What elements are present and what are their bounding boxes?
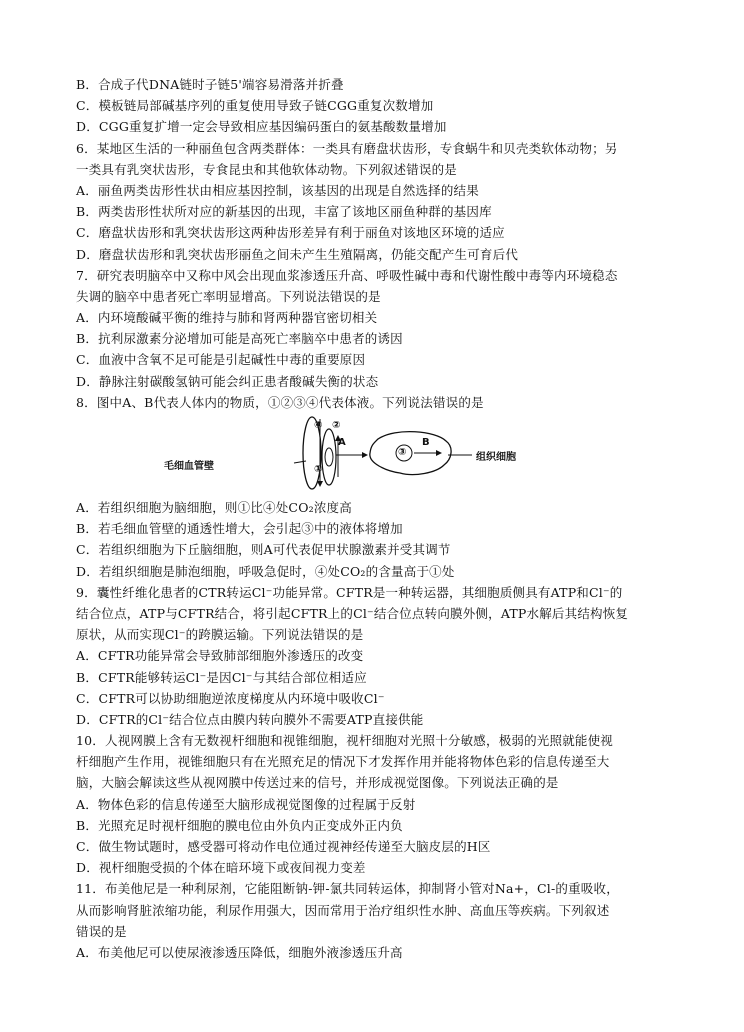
text-line: B．光照充足时视杆细胞的膜电位由外负内正变成外正内负 (76, 817, 403, 833)
question-block-bottom (76, 582, 676, 963)
text-line: 8．图中A、B代表人体内的物质，①②③④代表体液。下列说法错误的是 (76, 394, 484, 410)
text-line: 10．人视网膜上含有无数视杆细胞和视锥细胞，视杆细胞对光照十分敏感，极弱的光照就能使视 (76, 733, 614, 749)
text-line: D．CFTR的Cl⁻结合位点由膜内转向膜外不需要ATP直接供能 (76, 711, 424, 727)
text-line: B．抗利尿激素分泌增加可能是高死亡率脑卒中患者的诱因 (76, 331, 403, 347)
text-line: 7．研究表明脑卒中又称中风会出现血浆渗透压升高、呼吸性碱中毒和代谢性酸中毒等内环境稳态 (76, 267, 618, 283)
question-block-top (76, 74, 676, 413)
text-line: B．合成子代DNA链时子链5'端容易滑落并折叠 (76, 77, 344, 92)
text-line: 9．囊性纤维化患者的CTR转运Cl⁻功能异常。CFTR是一种转运器，其细胞质侧具有ATP和Cl⁻的 (76, 584, 623, 600)
text-line: A．布美他尼可以使尿液渗透压降低，细胞外液渗透压升高 (76, 944, 403, 960)
option-d: D．若组织细胞是肺泡细胞，呼吸急促时，④处CO₂的含量高于①处 (76, 563, 455, 579)
option-b: B．若毛细血管壁的通透性增大，会引起③中的液体将增加 (76, 521, 403, 537)
text-line: 11．布美他尼是一种利尿剂，它能阻断钠-钾-氯共同转运体，抑制肾小管对Na+，Cl-的重吸收， (76, 881, 619, 897)
text-line: D．CGG重复扩增一定会导致相应基因编码蛋白的氨基酸数量增加 (76, 119, 447, 135)
text-line: 结合位点，ATP与CFTR结合，将引起CFTR上的Cl⁻结合位点转向膜外侧，ATP水解后其结构恢复 (76, 605, 629, 621)
text-line: 原状，从而实现Cl⁻的跨膜运输。下列说法错误的是 (76, 627, 364, 643)
label-one: ① (314, 464, 323, 475)
arrow-a-head (362, 452, 368, 458)
text-line: C．做生物试题时，感受器可将动作电位通过视神经传递至大脑皮层的H区 (76, 839, 491, 854)
capillary-inner (322, 429, 336, 485)
capillary-wall-label: 毛细血管壁 (164, 461, 214, 472)
text-line: A．物体色彩的信息传递至大脑形成视觉图像的过程属于反射 (76, 796, 416, 812)
text-line: C．模板链局部碱基序列的重复使用导致子链CGG重复次数增加 (76, 98, 434, 114)
label-b: B (422, 437, 430, 448)
text-line: C．磨盘状齿形和乳突状齿形这两种齿形差异有利于丽鱼对该地区环境的适应 (76, 225, 505, 241)
text-line: B．CFTR能够转运Cl⁻是因Cl⁻与其结合部位相适应 (76, 669, 367, 685)
text-line: D．磨盘状齿形和乳突状齿形丽鱼之间未产生生殖隔离，仍能交配产生可育后代 (76, 246, 519, 262)
text-line: C．CFTR可以协助细胞逆浓度梯度从内环境中吸收Cl⁻ (76, 690, 385, 706)
red-blood-cell (325, 448, 333, 466)
text-line: C．血液中含氧不足可能是引起碱性中毒的重要原因 (76, 352, 366, 368)
label-a: A (338, 437, 346, 448)
flow-arrow-down (317, 481, 323, 487)
text-line: D．静脉注射碳酸氢钠可能会纠正患者酸碱失衡的状态 (76, 373, 379, 389)
label-three: ③ (398, 447, 407, 458)
arrow-b-head (436, 450, 442, 456)
text-line: 脑，大脑会解读这些从视网膜中传送过来的信号，并形成视觉图像。下列说法正确的是 (76, 775, 559, 791)
option-a: A．若组织细胞为脑细胞，则①比④处CO₂浓度高 (76, 500, 352, 515)
text-line: B．两类齿形性状所对应的新基因的出现，丰富了该地区丽鱼种群的基因库 (76, 204, 492, 220)
text-line: A．CFTR功能异常会导致肺部细胞外渗透压的改变 (76, 648, 364, 664)
text-line: 从而影响肾脏浓缩功能，利尿作用强大，因而常用于治疗组织性水肿、高血压等疾病。下列叙述 (76, 902, 610, 918)
body-fluid-diagram (76, 415, 676, 493)
text-line: 6．某地区生活的一种丽鱼包含两类群体：一类具有磨盘状齿形，专食蜗牛和贝壳类软体动物；另 (76, 140, 618, 156)
question-8-options (76, 497, 676, 582)
text-line: 杆细胞产生作用，视锥细胞只有在光照充足的情况下才发挥作用并能将物体色彩的信息传递至大 (76, 754, 610, 770)
label-four: ④ (314, 420, 323, 431)
text-line: A．内环境酸碱平衡的维持与肺和肾两种器官密切相关 (76, 310, 378, 326)
text-line: A．丽鱼两类齿形性状由相应基因控制，该基因的出现是自然选择的结果 (76, 182, 479, 198)
text-line: 错误的是 (76, 923, 127, 939)
text-line: 失调的脑卒中患者死亡率明显增高。下列说法错误的是 (76, 288, 381, 304)
label-two: ② (332, 420, 341, 431)
exam-page (76, 74, 676, 963)
capillary-pointer (294, 461, 306, 463)
text-line: 一类具有乳突状齿形，专食昆虫和其他软体动物。下列叙述错误的是 (76, 161, 458, 177)
tissue-cell-label: 组织细胞 (476, 452, 516, 463)
text-line: D．视杆细胞受损的个体在暗环境下或夜间视力变差 (76, 860, 366, 876)
option-c: C．若组织细胞为下丘脑细胞，则A可代表促甲状腺激素并受其调节 (76, 542, 451, 558)
